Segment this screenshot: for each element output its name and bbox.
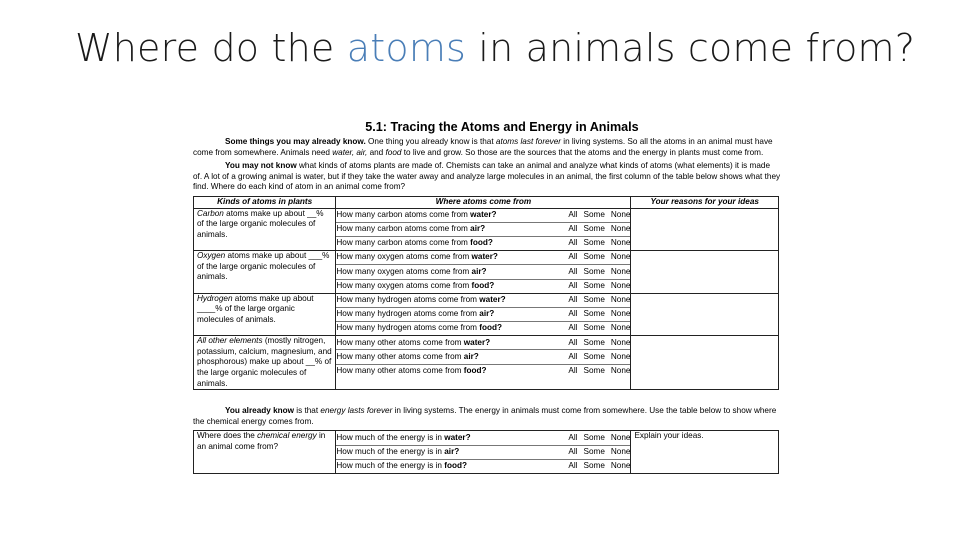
answer-options[interactable] xyxy=(562,338,630,349)
option-none[interactable]: None xyxy=(610,351,631,361)
element-description: Oxygen atoms make up about ___% of the large organic molecules of animals. xyxy=(194,251,336,294)
answer-options[interactable] xyxy=(562,366,630,377)
answer-options[interactable] xyxy=(562,238,630,249)
option-none[interactable]: None xyxy=(610,224,631,234)
col-header: Where atoms come from xyxy=(336,196,631,208)
option-all[interactable]: All xyxy=(568,432,578,442)
question-line: How much of the energy is in water? All Some None xyxy=(336,431,630,445)
col-header: Kinds of atoms in plants xyxy=(194,196,336,208)
energy-paragraph: You already know is that energy lasts forever in living systems. The energy in animals must come from somewhere. Use the table below to show where the chemical energy comes from. xyxy=(193,406,777,426)
question-line: How many oxygen atoms come from air? All Some None xyxy=(336,265,630,279)
element-description: Carbon atoms make up about __% of the large organic molecules of animals. xyxy=(194,208,336,251)
table-row xyxy=(194,336,779,390)
option-some[interactable]: Some xyxy=(583,209,605,219)
intro-paragraph: Some things you may already know. One thing you already know is that atoms last forever in living systems. So all the atoms in an animal must have come from somewhere. Animals need water, air, and food to live and grow. So those are the sources that the atoms and the energy in plants must come from. xyxy=(193,137,773,157)
option-some[interactable]: Some xyxy=(583,252,605,262)
option-some[interactable]: Some xyxy=(583,461,605,471)
explain-cell[interactable]: Explain your ideas. xyxy=(631,431,779,474)
question-line: How many carbon atoms come from air? All Some None xyxy=(336,223,630,237)
option-all[interactable]: All xyxy=(568,266,578,276)
energy-table xyxy=(193,430,779,474)
reasons-cell[interactable] xyxy=(631,208,779,251)
option-none[interactable]: None xyxy=(610,209,631,219)
answer-options[interactable] xyxy=(562,281,630,292)
col-header: Your reasons for your ideas xyxy=(631,196,779,208)
element-description: Hydrogen atoms make up about ____% of the large organic molecules of animals. xyxy=(194,293,336,336)
energy-question: Where does the chemical energy in an animal come from? xyxy=(194,431,336,474)
option-some[interactable]: Some xyxy=(583,238,605,248)
atoms-table xyxy=(193,196,779,390)
second-paragraph: You may not know what kinds of atoms plants are made of. Chemists can take an animal and analyze what kinds of atoms (what elements) it is made of. A lot of a growing animal is water, but if they take the water away and analyze large molecules in an animal, the first column of the table below shows what they find. Where do each kind of atom in an animal come from? xyxy=(193,161,781,192)
option-all[interactable]: All xyxy=(568,351,578,361)
table-row xyxy=(194,431,779,474)
option-all[interactable]: All xyxy=(568,337,578,347)
table-row xyxy=(194,251,779,294)
answer-options[interactable] xyxy=(562,210,630,221)
answer-options[interactable] xyxy=(562,267,630,278)
option-some[interactable]: Some xyxy=(583,280,605,290)
option-none[interactable]: None xyxy=(610,432,631,442)
option-some[interactable]: Some xyxy=(583,266,605,276)
option-some[interactable]: Some xyxy=(583,351,605,361)
option-none[interactable]: None xyxy=(610,365,631,375)
title-highlight: atoms xyxy=(346,26,467,70)
element-description: All other elements (mostly nitrogen, potassium, calcium, magnesium, and phosphorous) make up about __% of the large organic molecules of animals. xyxy=(194,336,336,390)
question-line: How many hydrogen atoms come from air? All Some None xyxy=(336,308,630,322)
option-none[interactable]: None xyxy=(610,461,631,471)
worksheet-title: 5.1: Tracing the Atoms and Energy in Animals xyxy=(365,120,639,134)
question-line: How many hydrogen atoms come from water? All Some None xyxy=(336,294,630,308)
option-all[interactable]: All xyxy=(568,224,578,234)
answer-options[interactable] xyxy=(562,295,630,306)
question-line: How many other atoms come from air? All Some None xyxy=(336,350,630,364)
answer-options[interactable] xyxy=(562,309,630,320)
sources-cell xyxy=(336,336,631,390)
option-all[interactable]: All xyxy=(568,446,578,456)
option-all[interactable]: All xyxy=(568,309,578,319)
answer-options[interactable] xyxy=(562,461,630,472)
option-some[interactable]: Some xyxy=(583,432,605,442)
sources-cell xyxy=(336,208,631,251)
option-all[interactable]: All xyxy=(568,461,578,471)
option-none[interactable]: None xyxy=(610,294,631,304)
table-row xyxy=(194,208,779,251)
question-line: How many hydrogen atoms come from food? All Some None xyxy=(336,323,631,333)
option-all[interactable]: All xyxy=(568,294,578,304)
answer-options[interactable] xyxy=(562,352,630,363)
sources-cell xyxy=(336,251,631,294)
question-line: How many oxygen atoms come from food? All Some None xyxy=(336,280,631,290)
table-row xyxy=(194,293,779,336)
question-line: How many other atoms come from food? All Some None xyxy=(336,365,631,375)
answer-options[interactable] xyxy=(562,433,630,444)
table-header-row xyxy=(194,196,779,208)
question-line: How many oxygen atoms come from water? All Some None xyxy=(336,251,630,265)
energy-sources-cell xyxy=(336,431,631,474)
question-line: How much of the energy is in air? All Some None xyxy=(336,446,630,460)
option-some[interactable]: Some xyxy=(583,365,605,375)
reasons-cell[interactable] xyxy=(631,251,779,294)
question-line: How many other atoms come from water? All Some None xyxy=(336,336,630,350)
option-none[interactable]: None xyxy=(610,238,631,248)
option-none[interactable]: None xyxy=(610,252,631,262)
answer-options[interactable] xyxy=(562,224,630,235)
option-none[interactable]: None xyxy=(610,446,631,456)
answer-options[interactable] xyxy=(562,447,630,458)
option-all[interactable]: All xyxy=(568,209,578,219)
option-all[interactable]: All xyxy=(568,238,578,248)
answer-options[interactable] xyxy=(562,252,630,263)
option-none[interactable]: None xyxy=(610,280,631,290)
question-line: How many carbon atoms come from water? All Some None xyxy=(336,209,630,223)
option-some[interactable]: Some xyxy=(583,323,605,333)
sources-cell xyxy=(336,293,631,336)
option-some[interactable]: Some xyxy=(583,337,605,347)
worksheet xyxy=(193,120,781,474)
option-some[interactable]: Some xyxy=(583,309,605,319)
option-none[interactable]: None xyxy=(610,309,631,319)
option-some[interactable]: Some xyxy=(583,446,605,456)
option-none[interactable]: None xyxy=(610,266,631,276)
option-all[interactable]: All xyxy=(568,323,578,333)
option-none[interactable]: None xyxy=(610,323,631,333)
option-some[interactable]: Some xyxy=(583,294,605,304)
option-all[interactable]: All xyxy=(568,365,578,375)
option-all[interactable]: All xyxy=(568,280,578,290)
answer-options[interactable] xyxy=(562,323,630,334)
option-all[interactable]: All xyxy=(568,252,578,262)
option-none[interactable]: None xyxy=(610,337,631,347)
question-line: How much of the energy is in food? All Some None xyxy=(336,461,631,471)
reasons-cell[interactable] xyxy=(631,293,779,336)
option-some[interactable]: Some xyxy=(583,224,605,234)
slide-title: Where do the atoms in animals come from? xyxy=(75,26,916,70)
reasons-cell[interactable] xyxy=(631,336,779,390)
question-line: How many carbon atoms come from food? All Some None xyxy=(336,238,631,248)
